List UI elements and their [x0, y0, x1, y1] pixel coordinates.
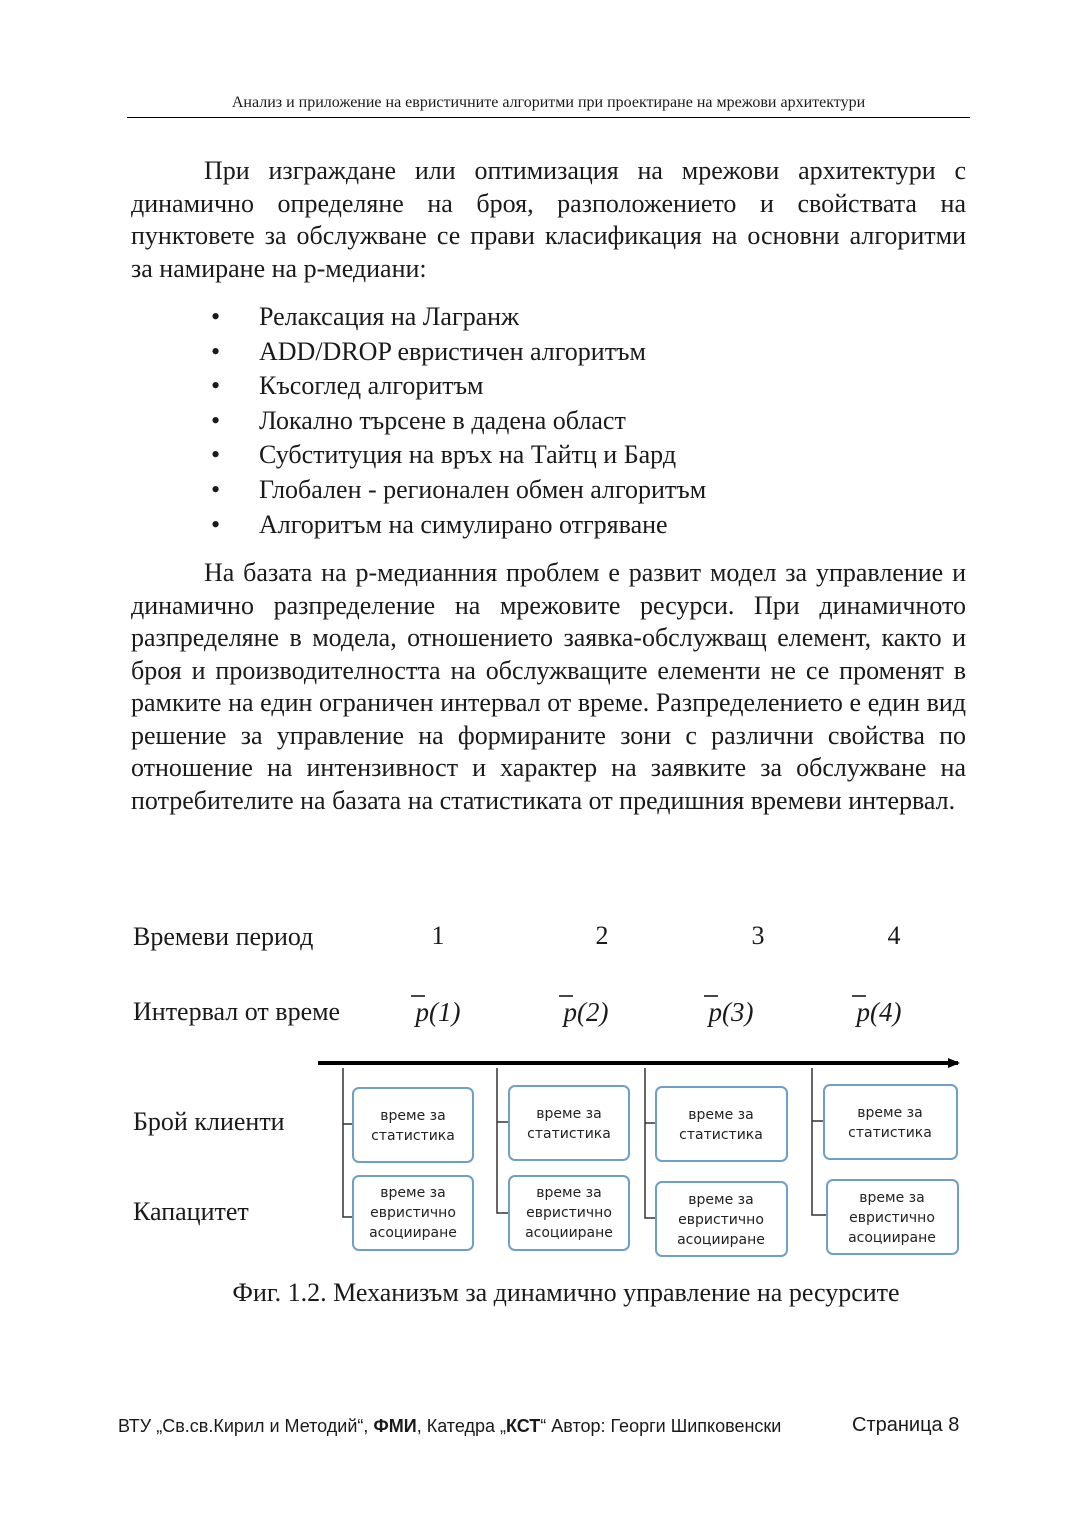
interval-label — [852, 996, 901, 1027]
statistics-time-box — [509, 1086, 629, 1160]
footer-institution: ВТУ „Св.св.Кирил и Методий“, ФМИ, Катедра „КСТ“ Автор: Георги Шипковенски — [118, 1416, 782, 1436]
svg-text:статистика: статистика — [848, 1125, 932, 1141]
svg-text:време за: време за — [536, 1185, 602, 1201]
statistics-time-box — [353, 1088, 473, 1162]
period-number: 4 — [887, 921, 901, 950]
period-number: 3 — [751, 921, 765, 950]
list-item: • Късоглед алгоритъм — [131, 369, 931, 404]
svg-text:време за: време за — [857, 1105, 923, 1121]
svg-text:време за: време за — [380, 1108, 446, 1124]
label-client-count: Брой клиенти — [133, 1107, 285, 1136]
svg-text:асоцииране: асоцииране — [525, 1225, 613, 1241]
label-time-period: Времеви период — [133, 922, 314, 951]
svg-text:време за: време за — [859, 1190, 925, 1206]
paragraph-intro: При изграждане или оптимизация на мрежови архитектури с динамично определяне на броя, разположението и свойствата на пунктовете за обслужване се прави класификация на основни алгоритми за намиране на р-медиани: — [131, 156, 966, 283]
svg-text:време за: време за — [688, 1107, 754, 1123]
list-item: • ADD/DROP евристичен алгоритъм — [131, 335, 931, 370]
svg-text:p(4): p(4) — [856, 997, 902, 1027]
statistics-time-box — [656, 1087, 787, 1161]
svg-text:евристично: евристично — [849, 1210, 935, 1226]
svg-text:асоцииране: асоцииране — [369, 1225, 457, 1241]
period-number: 1 — [431, 921, 445, 950]
svg-text:време за: време за — [688, 1192, 754, 1208]
svg-text:p(3): p(3) — [708, 997, 754, 1027]
svg-text:евристично: евристично — [526, 1205, 612, 1221]
statistics-time-box — [824, 1085, 957, 1159]
label-capacity: Капацитет — [133, 1197, 249, 1226]
list-item: • Алгоритъм на симулирано отгряване — [131, 508, 931, 543]
svg-text:p(2): p(2) — [563, 997, 609, 1027]
svg-text:евристично: евристично — [370, 1205, 456, 1221]
list-item: • Локално търсене в дадена област — [131, 404, 931, 439]
svg-text:асоцииране: асоцииране — [677, 1232, 765, 1248]
svg-text:асоцииране: асоцииране — [848, 1230, 936, 1246]
heuristic-association-box — [827, 1180, 958, 1254]
svg-text:евристично: евристично — [678, 1212, 764, 1228]
figure-caption: Фиг. 1.2. Механизъм за динамично управление на ресурсите — [232, 1278, 900, 1307]
heuristic-association-box — [656, 1182, 787, 1256]
list-item: • Глобален - регионален обмен алгоритъм — [131, 473, 931, 508]
page-number: Страница 8 — [852, 1414, 960, 1436]
heuristic-association-box — [353, 1176, 473, 1250]
interval-label — [704, 996, 753, 1027]
interval-label — [411, 996, 460, 1027]
heuristic-association-box — [509, 1176, 629, 1250]
running-header: Анализ и приложение на евристичните алгоритми при проектиране на мрежови архитектури — [127, 93, 970, 118]
period-number: 2 — [595, 921, 609, 950]
svg-text:статистика: статистика — [371, 1128, 455, 1144]
svg-text:p(1): p(1) — [415, 997, 461, 1027]
interval-label — [559, 996, 608, 1027]
label-time-interval: Интервал от време — [133, 997, 341, 1026]
list-item: • Релаксация на Лагранж — [131, 300, 931, 335]
svg-text:статистика: статистика — [527, 1126, 611, 1142]
svg-text:време за: време за — [536, 1106, 602, 1122]
paragraph-model: На базата на р-медианния проблем е развит модел за управление и динамично разпределение на мрежовите ресурси. При динамичното разпределяне в модела, отношението заявка-обслужващ елемент, както и броя и производителността на обслужващите елементи не се променят в рамките на един ограничен интервал от време. Разпределението е един вид решение за управление на формираните зони с различни свойства по отношение на интензивност и характер на заявките за обслужване на потребителите на базата на статистиката от предишния времеви интервал. — [131, 558, 966, 815]
svg-text:статистика: статистика — [679, 1127, 763, 1143]
svg-text:време за: време за — [380, 1185, 446, 1201]
list-item: • Субституция на връх на Тайтц и Бард — [131, 438, 931, 473]
